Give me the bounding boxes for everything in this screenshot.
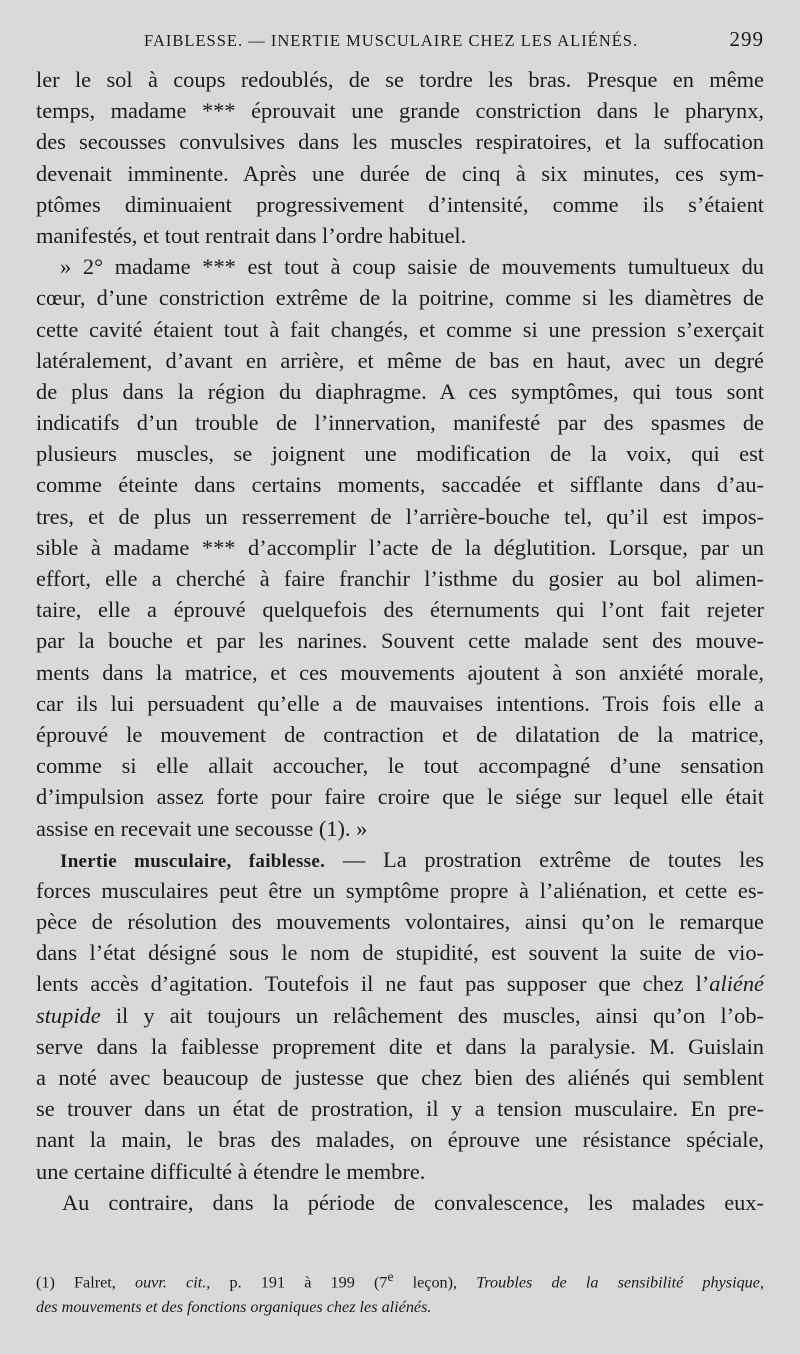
text-line: des secousses convulsives dans les muscles respiratoires, et la suffocation xyxy=(36,129,764,155)
footnote-marker: (1) Falret, xyxy=(36,1273,116,1292)
text-line: ments dans la matrice, et ces mouvements ajoutent à son anxiété morale, xyxy=(36,659,764,685)
footnote-superscript: e xyxy=(387,1269,394,1284)
text-line: pèce de résolution des mouvements volontaires, ainsi qu’on le remarque xyxy=(36,909,764,935)
text-line: car ils lui persuadent qu’elle a de mauvaises intentions. Trois fois elle a xyxy=(36,690,764,716)
text-line: éprouvé le mouvement de contraction et de dilatation de la matrice, xyxy=(36,721,764,747)
text-line: comme éteinte dans certains moments, saccadée et sifflante dans d’au- xyxy=(36,472,764,498)
text-line: forces musculaires peut être un symptôme propre à l’aliénation, et cette es- xyxy=(36,877,764,903)
footnote xyxy=(36,1264,764,1320)
text-line: a noté avec beaucoup de justesse que chez bien des aliénés qui semblent xyxy=(36,1065,764,1090)
paragraph-1 xyxy=(36,64,764,251)
running-title: FAIBLESSE. — INERTIE MUSCULAIRE CHEZ LES ALIÉNÉS. xyxy=(144,31,639,50)
text-line: d’impulsion assez forte pour faire croire que le siége sur lequel elle était xyxy=(36,784,764,810)
text-line: tres, et de plus un resserrement de l’arrière-bouche tel, qu’il est impos- xyxy=(36,503,764,529)
text-line: comme si elle allait accoucher, le tout accompagné d’une sensation xyxy=(36,753,764,779)
paragraph-4 xyxy=(36,1187,764,1218)
text-line: assise en recevait une secousse (1). » xyxy=(36,815,368,841)
text-line: serve dans la faiblesse proprement dite et dans la paralysie. M. Guislain xyxy=(36,1033,764,1059)
footnote-pages: , p. 191 à 199 (7 xyxy=(206,1273,388,1292)
text-line: ptômes diminuaient progressivement d’intensité, comme ils s’étaient xyxy=(36,191,764,217)
footnote-line xyxy=(36,1264,764,1295)
text-line: manifestés, et tout rentrait dans l’ordre habituel. xyxy=(36,222,467,248)
text-line: plusieurs muscles, se joignent une modification de la voix, qui est xyxy=(36,441,764,467)
section-heading: Inertie musculaire, faiblesse. xyxy=(60,850,326,872)
text-line: une certaine difficulté à étendre le membre. xyxy=(36,1158,426,1184)
text-line: » 2° madame *** est tout à coup saisie de mouvements tumultueux du xyxy=(60,254,764,280)
text-line: nant la main, le bras des malades, on éprouve une résistance spéciale, xyxy=(36,1127,764,1153)
footnote-lecture: leçon), xyxy=(393,1273,458,1292)
text-line: par la bouche et par les narines. Souvent cette malade sent des mouve- xyxy=(36,628,764,654)
text-line: taire, elle a éprouvé quelquefois des éternuments qui l’ont fait rejeter xyxy=(36,597,764,623)
text-run: lents accès d’agitation. Toutefois il ne faut pas supposer que chez l’ xyxy=(36,971,710,997)
italic-term: aliéné xyxy=(709,971,764,997)
text-line xyxy=(36,844,764,875)
footnote-title: Troubles de la sensibilité physique, xyxy=(476,1273,764,1292)
text-line: Au contraire, dans la période de convalescence, les malades eux- xyxy=(62,1189,764,1215)
text-line: cette cavité étaient tout à fait changés, et comme si une pression s’exerçait xyxy=(36,316,764,342)
text-line: cœur, d’une constriction extrême de la poitrine, comme si les diamètres de xyxy=(36,285,764,311)
text-line: de plus dans la région du diaphragme. A ces symptômes, qui tous sont xyxy=(36,378,764,404)
text-line: dans l’état désigné sous le nom de stupidité, est souvent la suite de vio- xyxy=(36,940,764,966)
text-line: sible à madame *** d’accomplir l’acte de la déglutition. Lorsque, par un xyxy=(36,534,764,560)
paragraph-3 xyxy=(36,844,764,1187)
page-number: 299 xyxy=(729,27,764,51)
text-line xyxy=(36,1000,764,1031)
body-text xyxy=(36,64,764,1218)
text-line: devenait imminente. Après une durée de cinq à six minutes, ces sym- xyxy=(36,160,764,186)
footnote-line: des mouvements et des fonctions organiques chez les aliénés. xyxy=(36,1298,432,1317)
italic-term: stupide xyxy=(36,1002,101,1028)
text-line: indicatifs d’un trouble de l’innervation, manifesté par des spasmes de xyxy=(36,410,764,436)
footnote-citation: ouvr. cit. xyxy=(134,1273,207,1292)
paragraph-2 xyxy=(36,251,764,844)
text-line: temps, madame *** éprouvait une grande constriction dans le pharynx, xyxy=(36,98,764,124)
text-line: ler le sol à coups redoublés, de se tordre les bras. Presque en même xyxy=(36,67,764,92)
text-run: — La prostration extrême de toutes les xyxy=(342,846,764,872)
page-header xyxy=(36,27,764,61)
text-run: il y ait toujours un relâchement des muscles, ainsi qu’on l’ob- xyxy=(115,1002,764,1028)
text-line: effort, elle a cherché à faire franchir l’isthme du gosier au bol alimen- xyxy=(36,566,764,591)
text-line xyxy=(36,968,764,999)
text-line: latéralement, d’avant en arrière, et même de bas en haut, avec un degré xyxy=(36,347,764,373)
text-line: se trouver dans un état de prostration, il y a tension musculaire. En pre- xyxy=(36,1096,764,1122)
